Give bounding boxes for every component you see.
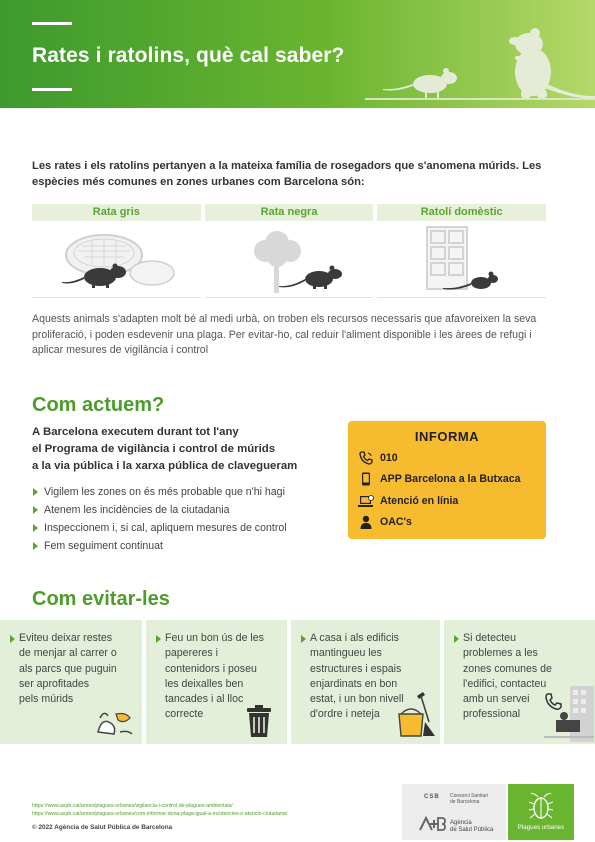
mouse-building-icon xyxy=(377,221,545,298)
bullet-item xyxy=(33,503,287,521)
bullet-text: Fem seguiment continuat xyxy=(44,540,163,552)
building-phone-icon xyxy=(544,686,594,742)
footer-links xyxy=(32,802,287,818)
card-line: A casa i als edificis xyxy=(310,632,399,644)
evitar-heading: Com evitar-les xyxy=(32,588,170,610)
header-top-rule xyxy=(32,22,72,25)
bullet-item xyxy=(33,521,287,539)
species-ratoli-domestic xyxy=(377,204,546,298)
aspb-name-line: de Salut Pública xyxy=(450,827,494,833)
lead-line: A Barcelona executem durant tot l'any xyxy=(32,426,239,438)
card-line: estructures i espais xyxy=(310,662,402,675)
card-line: amb un servei xyxy=(463,693,530,706)
species-label: Rata negra xyxy=(205,204,374,221)
bullet-text: Atenem les incidències de la ciutadania xyxy=(44,504,230,516)
card-text xyxy=(310,631,404,723)
card-line: enjardinats en bon xyxy=(310,677,398,690)
actuem-lead xyxy=(32,424,342,475)
species-rata-gris xyxy=(32,204,201,298)
aspb-name xyxy=(450,820,504,834)
card-line: les deixalles ben xyxy=(165,677,244,690)
informa-item-oac[interactable] xyxy=(358,515,412,529)
triangle-bullet-icon xyxy=(33,542,38,550)
species-label: Rata gris xyxy=(32,204,201,221)
cockroach-icon xyxy=(529,792,553,820)
intro-text: Les rates i els ratolins pertanyen a la mateixa família de rosegadors que s'anomena múrids. Les espècies més comunes en zones urbanes com Barcelona són: xyxy=(32,160,542,188)
informa-label: Atenció en línia xyxy=(380,495,459,507)
card-line: Feu un bon ús de les xyxy=(165,632,264,644)
plagues-urbanes-logo xyxy=(508,784,574,840)
informa-label: APP Barcelona a la Butxaca xyxy=(380,473,521,485)
species-label: Ratolí domèstic xyxy=(377,204,546,221)
triangle-bullet-icon xyxy=(156,635,161,643)
plagues-label: Plagues urbanes xyxy=(517,824,565,831)
card-text xyxy=(463,631,552,723)
footer-link[interactable]: https://www.aspb.cat/arees/plagues-urbanes/vigilancia-i-control-de-plagues-ambientals/ xyxy=(32,803,233,809)
card-line: de menjar al carrer o xyxy=(19,647,117,660)
triangle-bullet-icon xyxy=(33,488,38,496)
species-rata-negra xyxy=(205,204,374,298)
bullet-item xyxy=(33,539,287,557)
csb-name-line: Consorci Sanitari xyxy=(450,793,489,799)
triangle-bullet-icon xyxy=(301,635,306,643)
evitar-card-professional xyxy=(444,620,595,744)
card-line: pels múrids xyxy=(19,693,74,706)
informa-title: INFORMA xyxy=(414,429,480,444)
card-line: problemes a les xyxy=(463,647,538,660)
phone-icon xyxy=(358,451,374,465)
csb-name-line: de Barcelona xyxy=(450,799,480,805)
food-scraps-icon xyxy=(92,694,136,738)
informa-item-online[interactable] xyxy=(358,494,458,508)
card-line: ser aprofitades xyxy=(19,677,90,690)
bullet-item xyxy=(33,485,287,503)
informa-label: 010 xyxy=(380,452,398,464)
card-line: tancades i al lloc xyxy=(165,693,244,706)
card-line: papereres i xyxy=(165,647,218,660)
page-header xyxy=(0,0,595,108)
card-line: professional xyxy=(463,708,521,721)
card-line: Si detecteu xyxy=(463,632,517,644)
informa-item-010[interactable] xyxy=(358,451,398,465)
csb-logo: CSB xyxy=(424,794,440,800)
lead-line: a la via pública i la xarxa pública de clavegueram xyxy=(32,460,298,472)
triangle-bullet-icon xyxy=(10,635,15,643)
evitar-card-bins xyxy=(146,620,287,744)
triangle-bullet-icon xyxy=(33,506,38,514)
card-line: als parcs que puguin xyxy=(19,662,117,675)
card-line: zones comunes de xyxy=(463,662,552,675)
card-line: correcte xyxy=(165,708,204,721)
person-icon xyxy=(358,515,374,529)
institution-logos xyxy=(402,784,506,840)
card-line: estat, i un bon nivell xyxy=(310,693,404,706)
csb-name xyxy=(450,793,504,805)
informa-label: OAC's xyxy=(380,516,412,528)
rat-sewer-icon xyxy=(32,221,200,298)
card-line: l'edifici, contacteu xyxy=(463,677,547,690)
page-title: Rates i ratolins, què cal saber? xyxy=(32,44,345,67)
laptop-icon xyxy=(358,494,374,508)
actuem-heading: Com actuem? xyxy=(32,394,165,416)
header-bottom-rule xyxy=(32,88,72,91)
card-line: d'ordre i neteja xyxy=(310,708,380,721)
footer-link[interactable]: https://www.aspb.cat/arees/plagues-urbanes/com-informar-duna-plaga-igual-a-incidencies-o-atencio-ciutadana/ xyxy=(32,811,288,817)
lead-line: el Programa de vigilància i control de múrids xyxy=(32,443,276,455)
aspb-name-line: Agència xyxy=(450,820,472,826)
mobile-app-icon xyxy=(358,472,374,486)
trash-bin-icon xyxy=(244,704,274,738)
rodents-illustration-icon xyxy=(345,0,595,108)
adaptation-paragraph: Aquests animals s'adapten molt bé al medi urbà, on troben els recursos necessaris que afavoreixen la seva proliferació, i poden esdevenir una plaga. Per evitar-ho, cal reduir l'aliment disponible i les àrees de refugi i aplicar mesures de vigilància i control xyxy=(32,313,537,356)
cleaning-bucket-icon xyxy=(397,692,437,740)
evitar-card-food xyxy=(0,620,142,744)
evitar-card-cleaning xyxy=(291,620,440,744)
triangle-bullet-icon xyxy=(454,635,459,643)
species-panel xyxy=(32,204,546,298)
card-line: contenidors i poseu xyxy=(165,662,257,675)
copyright: © 2022 Agència de Salut Pública de Barcelona xyxy=(32,824,173,831)
actuem-bullets xyxy=(33,485,287,557)
rat-tree-icon xyxy=(205,221,373,298)
card-line: mantingueu les xyxy=(310,647,382,660)
informa-box xyxy=(348,421,546,539)
informa-item-app[interactable] xyxy=(358,472,521,486)
card-line: Eviteu deixar restes xyxy=(19,632,113,644)
evitar-cards xyxy=(0,620,595,744)
bullet-text: Inspeccionem i, si cal, apliquem mesures de control xyxy=(44,522,287,534)
triangle-bullet-icon xyxy=(33,524,38,532)
aspb-logo-icon xyxy=(418,816,446,832)
bullet-text: Vigilem les zones on és més probable que n'hi hagi xyxy=(44,486,285,498)
